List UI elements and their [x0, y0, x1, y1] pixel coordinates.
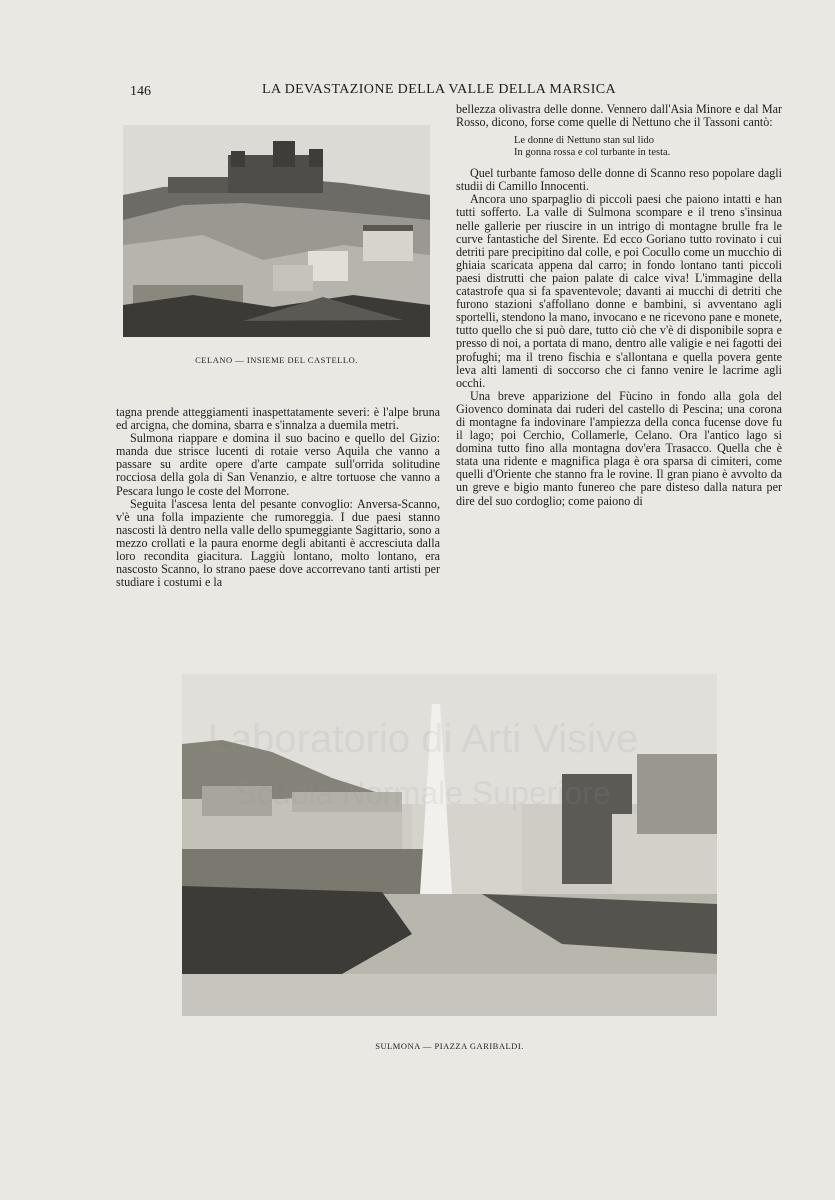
verse-line: In gonna rossa e col turbante in testa.: [514, 147, 671, 159]
sulmona-piazza-photo: [182, 674, 717, 1016]
celano-castle-photo: [123, 125, 430, 337]
left-column: [116, 406, 440, 589]
verse-line: Le donne di Nettuno stan sul lido: [514, 135, 654, 147]
verse-quote: [514, 135, 782, 159]
running-title: LA DEVASTAZIONE DELLA VALLE DELLA MARSICA: [262, 82, 616, 97]
paragraph: Sulmona riappare e domina il suo bacino e quello del Gizio: manda due strisce lucenti di rotaie verso Aquila che vanno a passare su ardite opere d'arte campate sull'orrida solitudine rocciosa della gola di San Venanzio, e altre tortuose che vanno a Pescara lungo le coste del Morrone.: [116, 431, 440, 498]
page-number: 146: [130, 84, 151, 99]
figure-caption-top: CELANO — INSIEME DEL CASTELLO.: [195, 355, 358, 365]
right-column: [456, 103, 782, 508]
figure-caption-bottom: SULMONA — PIAZZA GARIBALDI.: [375, 1041, 524, 1051]
paragraph: Seguita l'ascesa lenta del pesante convoglio: Anversa-Scanno, v'è una folla impaziente che rumoreggia. I due paesi stanno nascosti là dentro nella valle dello spumeggiante Sagittario, sono a mezzo crollati e la paura enorme degli abitanti è accresciuta dalla loro recondita giacitura. Laggiù lontano, molto lontano, era nascosto Scanno, lo strano paese dove accorrevano tanti artisti per studiare i costumi e la: [116, 496, 440, 590]
paragraph: tagna prende atteggiamenti inaspettatamente severi: è l'alpe bruna ed arcigna, che domina, sbarra e s'innalza a duemila metri.: [116, 405, 440, 433]
paragraph: Quel turbante famoso delle donne di Scanno reso popolare dagli studii di Camillo Innocenti.: [456, 166, 782, 194]
paragraph: Una breve apparizione del Fùcino in fondo alla gola del Giovenco dominata dai ruderi del castello di Pescina; una corona di montagne fa indovinare l'ampiezza della conca fucense dove fu il lago; poi Cerchio, Collamerle, Celano. Ora l'antico lago si domina tutto fino alla montagna dov'era Trasacco. Quella che è stata una ridente e magnifica plaga è ora sparsa di cimiteri, come quelli d'Oriente che stanno fra le rovine. Il gran piano è avvolto da un greve e bigio manto funereo che pare disteso dalla natura per dire del suo cordoglio; come paiono di: [456, 388, 782, 508]
paragraph: Ancora uno sparpaglio di piccoli paesi che paiono intatti e han tutti sofferto. La valle di Sulmona scompare e il treno s'insinua nelle gallerie per riuscire in un intrigo di montagne brulle fra le curve fantastiche del Sirente. Ed ecco Goriano tutto rovinato i cui detriti pare precipitino dal colle, e poi Cocullo come un mucchio di ghiaia scaricata appena dal carro; in fondo lontano tanti piccoli paesi distrutti che paion palate di calce viva! L'immagine della catastrofe qua si fa spaventevole; davanti ai mucchi di detriti che furono stazioni s'affollano donne e bambini, si avventano agli sportelli, stendono la mano, invocano e ne ricevono pane e monete, tutto quello che si può dare, tutto ciò che v'è di disponibile sopra e presso di noi, a portata di mano, dentro alle valigie e nei fagotti dei profughi; ma il treno fischia e s'allontana e quella povera gente leva alti lamenti di soccorso che ci fanno venire le lacrime agli occhi.: [456, 192, 782, 390]
right-column-intro: bellezza olivastra delle donne. Vennero dall'Asia Minore e dal Mar Rosso, dicono, forse come quelle di Nettuno che il Tassoni cantò:: [456, 102, 782, 130]
